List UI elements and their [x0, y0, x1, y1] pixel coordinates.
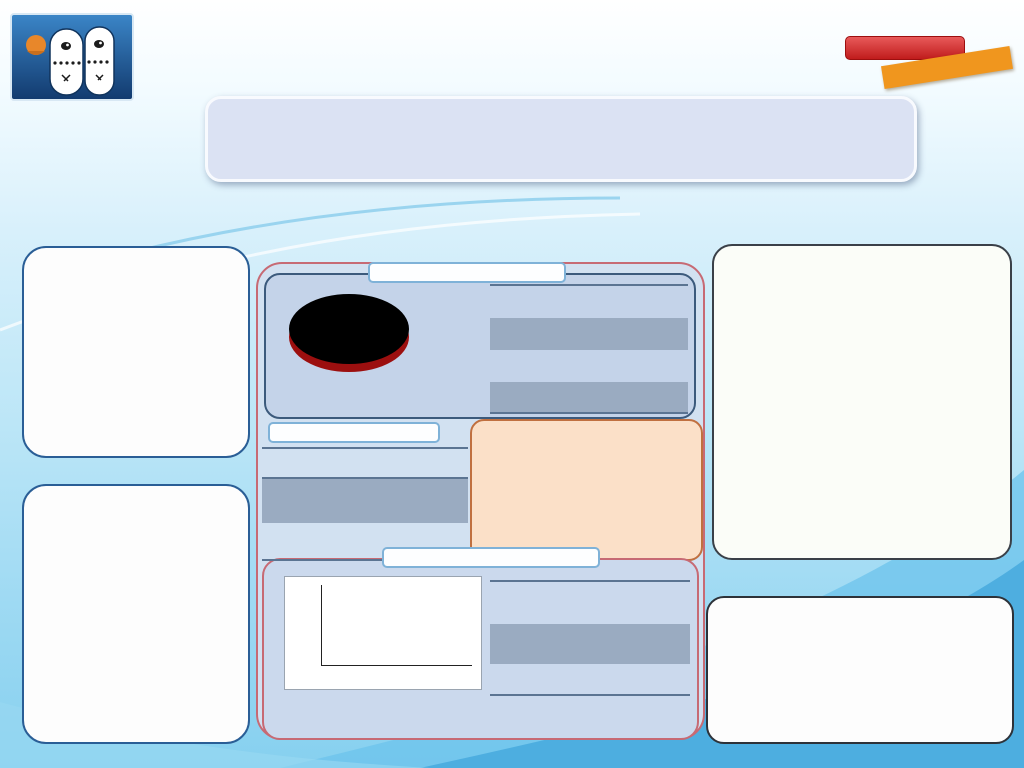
- sex-pie-chart: [274, 283, 424, 379]
- pie-top: [289, 294, 409, 364]
- conclusion-box: [706, 596, 1014, 744]
- multivariate-box: [470, 419, 703, 561]
- table-row: [490, 624, 690, 664]
- bar-plot: [321, 585, 472, 666]
- table-row: [490, 664, 690, 694]
- table-row: [262, 449, 468, 479]
- clinical-label: [268, 422, 440, 443]
- bar-yticks: [303, 582, 317, 664]
- discussion-box: [712, 244, 1012, 560]
- table-row: [490, 382, 688, 412]
- densitometry-bullets: [272, 697, 697, 698]
- demographics-label: [368, 262, 566, 283]
- poster-title: [205, 96, 917, 182]
- introduction-box: [22, 246, 250, 458]
- clinical-table: [262, 447, 468, 561]
- table-row: [262, 479, 468, 523]
- tscore-table: [490, 580, 690, 696]
- table-row: [490, 318, 688, 350]
- table-row: [490, 286, 688, 318]
- demographics-table: [490, 284, 688, 414]
- bar-chart-panel: [284, 576, 482, 690]
- densitometry-label: [382, 547, 600, 568]
- league-logo: [10, 13, 134, 101]
- methods-box: [22, 484, 250, 744]
- table-row: [490, 350, 688, 382]
- table-row: [490, 582, 690, 624]
